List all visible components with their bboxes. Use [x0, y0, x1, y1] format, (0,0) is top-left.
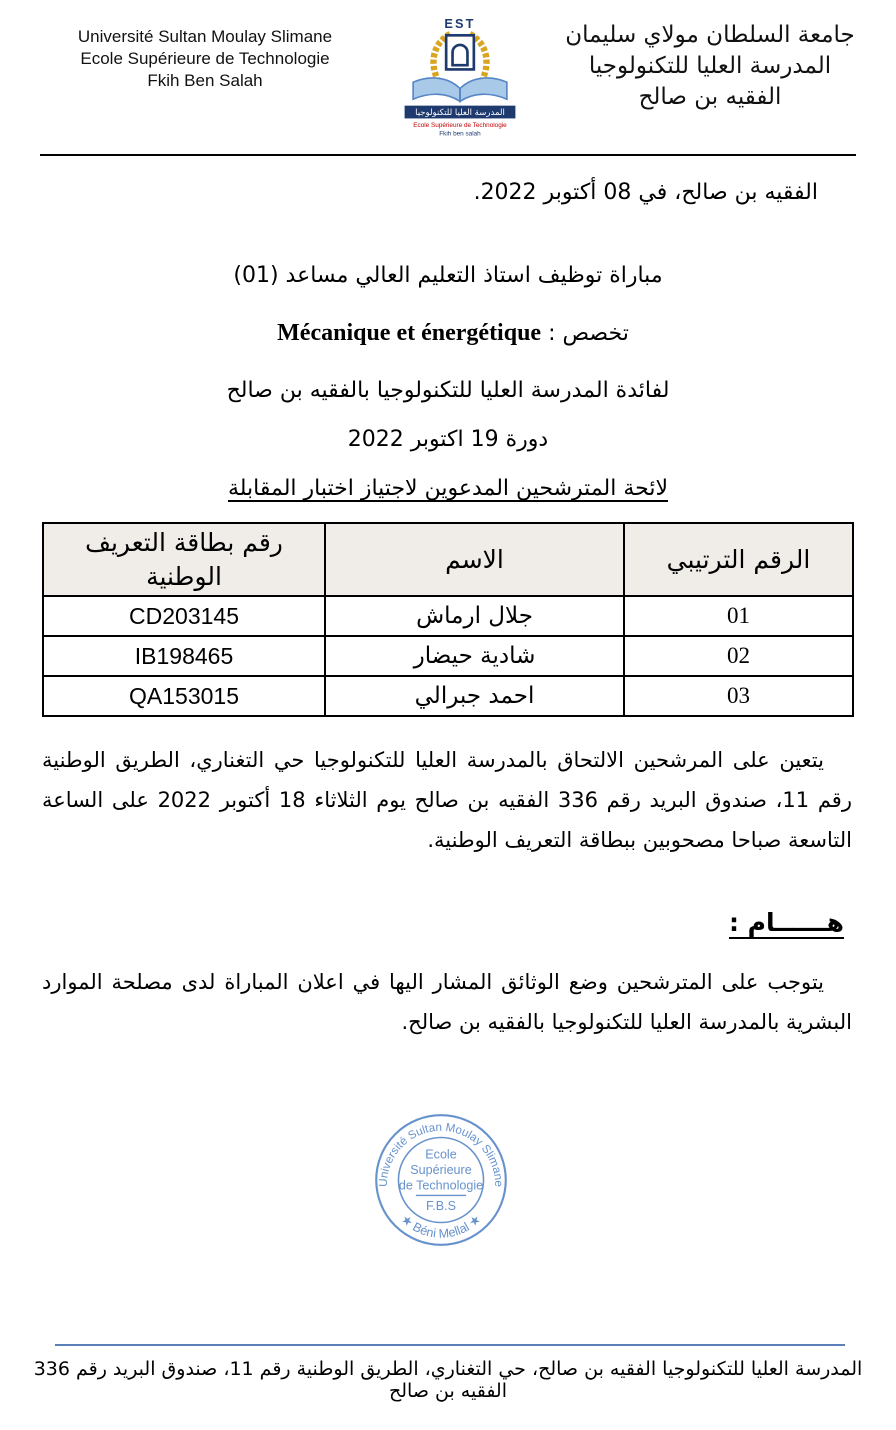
table-row	[43, 636, 853, 676]
school-name-fr: Ecole Supérieure de Technologie	[80, 49, 330, 68]
candidate-id: QA153015	[43, 676, 325, 716]
city-name-fr: Fkih Ben Salah	[147, 71, 263, 90]
school-name-ar: المدرسة العليا للتكنولوجيا	[588, 53, 832, 79]
table-row	[43, 596, 853, 636]
specialty-line	[0, 320, 896, 347]
stamp-school-line1: Ecole	[425, 1147, 457, 1162]
table-row	[43, 676, 853, 716]
documents-paragraph: يتوجب على المترشحين وضع الوثائق المشار اليها في اعلان المباراة لدى مصلحة الموارد البشرية بالمدرسة العليا للتكنولوجيا بالفقيه بن صالح.	[42, 970, 852, 1034]
stamp-school-line3: de Technologie	[398, 1178, 484, 1193]
header-institution-fr	[68, 26, 342, 92]
university-name-fr: Université Sultan Moulay Slimane	[77, 27, 333, 46]
header-institution-ar	[560, 20, 860, 113]
official-stamp-icon	[354, 1093, 528, 1267]
stamp-city-arc-text: ★ Béni Mellal ★	[398, 1211, 484, 1241]
table-header-row	[43, 523, 853, 596]
candidate-id: CD203145	[43, 596, 325, 636]
candidate-name: جلال ارماش	[325, 596, 624, 636]
logo-est-label: EST	[444, 15, 476, 31]
instructions-paragraph: يتعين على المرشحين الالتحاق بالمدرسة العليا للتكنولوجيا حي التغناري، الطريق الوطنية رقم 11، صندوق البريد رقم 336 الفقيه بن صالح يوم الثلاثاء 18 أكتوبر 2022 على الساعة التاسعة صباحا مصحوبين ببطاقة التعريف الوطنية.	[42, 748, 852, 852]
logo-banner-text-ar: المدرسة العليا للتكنولوجيا	[415, 108, 505, 119]
column-header-order: الرقم الترتيبي	[624, 523, 853, 596]
logo-school-fr: Ecole Supérieure de Technologie	[413, 121, 507, 129]
footer-address: المدرسة العليا للتكنولوجيا الفقيه بن صالح، حي التغناري، الطريق الوطنية رقم 11، صندوق البريد رقم 336 الفقيه بن صالح	[33, 1358, 863, 1402]
candidate-order: 03	[624, 676, 853, 716]
column-header-id: رقم بطاقة التعريف الوطنية	[43, 523, 325, 596]
candidate-order: 01	[624, 596, 853, 636]
stamp-fbs-label: F.B.S	[426, 1198, 456, 1213]
candidates-table	[42, 522, 854, 717]
specialty-value: Mécanique et énergétique	[277, 320, 542, 346]
city-name-ar: الفقيه بن صالح	[638, 84, 782, 110]
specialty-label: تخصص :	[548, 321, 629, 346]
column-header-name: الاسم	[325, 523, 624, 596]
beneficiary-line: لفائدة المدرسة العليا للتكنولوجيا بالفقيه بن صالح	[226, 378, 670, 403]
stamp-school-line2: Supérieure	[410, 1163, 472, 1178]
university-name-ar: جامعة السلطان مولاي سليمان	[565, 22, 855, 48]
candidate-id: IB198465	[43, 636, 325, 676]
footer-divider	[55, 1344, 845, 1346]
competition-title: مباراة توظيف استاذ التعليم العالي مساعد (01)	[233, 263, 663, 288]
candidate-name: احمد جبرالي	[325, 676, 624, 716]
session-line: دورة 19 اكتوبر 2022	[347, 427, 549, 452]
candidate-order: 02	[624, 636, 853, 676]
logo-city: Fkih ben salah	[439, 130, 481, 138]
book-right-page-icon	[460, 78, 507, 101]
header-divider	[40, 154, 856, 156]
school-logo-icon	[396, 14, 524, 144]
candidate-name: شادية حيضار	[325, 636, 624, 676]
date-line: الفقيه بن صالح، في 08 أكتوبر 2022.	[473, 180, 818, 205]
important-heading: هــــــام :	[728, 908, 844, 937]
list-title: لائحة المترشحين المدعوين لاجتياز اختبار المقابلة	[227, 476, 669, 501]
book-left-page-icon	[413, 78, 460, 101]
stamp-university-arc-text: Université Sultan Moulay Slimane	[376, 1120, 506, 1188]
